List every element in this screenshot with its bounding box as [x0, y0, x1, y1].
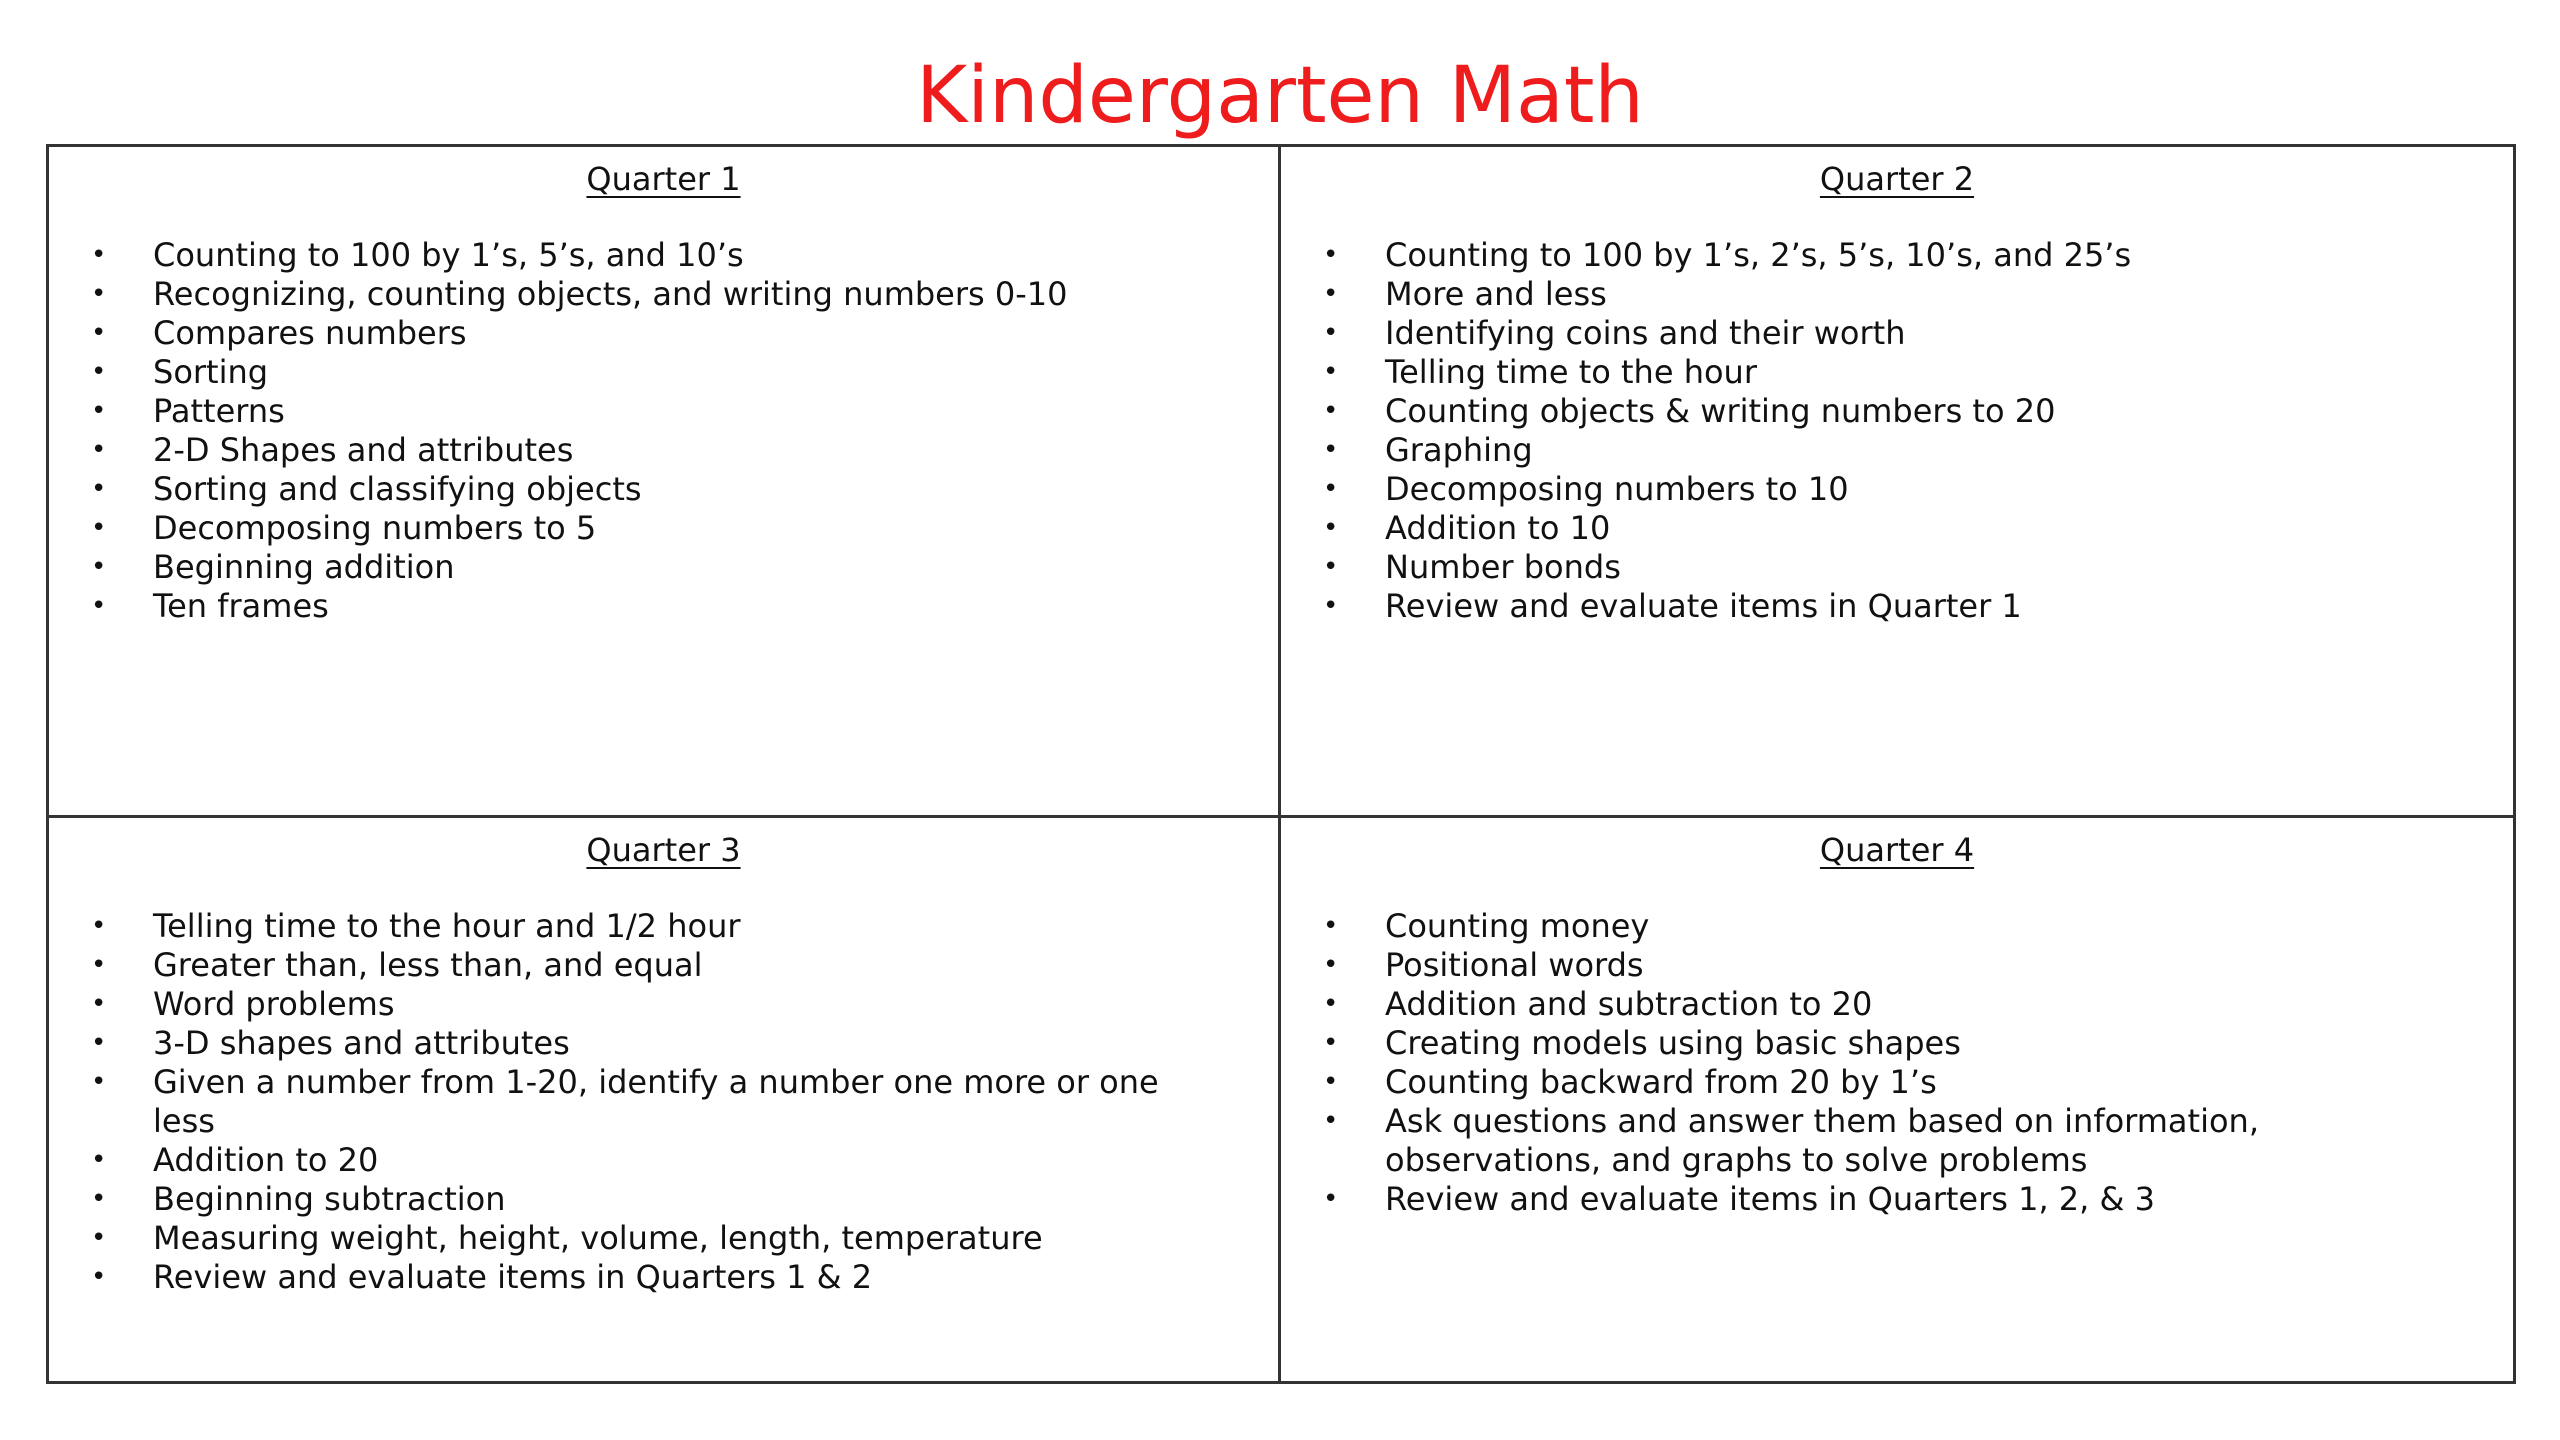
- list-item-text: Beginning subtraction: [153, 1180, 506, 1218]
- list-item-text: Telling time to the hour: [1385, 353, 1757, 391]
- list-item: [69, 1219, 1258, 1258]
- quarter-1-cell: [49, 147, 1281, 818]
- list-item-text: Addition to 20: [153, 1141, 379, 1179]
- list-item-text: Beginning addition: [153, 548, 455, 586]
- bullet-icon: •: [91, 474, 107, 504]
- list-item-text: Review and evaluate items in Quarter 1: [1385, 587, 2022, 625]
- list-item-text: Positional words: [1385, 946, 1644, 984]
- list-item: [1301, 1063, 2493, 1102]
- list-item: [69, 431, 1258, 470]
- bullet-icon: •: [1323, 950, 1339, 980]
- list-item-text: Ten frames: [153, 587, 329, 625]
- bullet-icon: •: [1323, 396, 1339, 426]
- list-item: [1301, 1102, 2493, 1180]
- list-item: [69, 587, 1258, 626]
- list-item-text: Given a number from 1-20, identify a number one more or one less: [153, 1063, 1159, 1140]
- list-item: [1301, 353, 2493, 392]
- bullet-icon: •: [1323, 240, 1339, 270]
- list-item: [1301, 314, 2493, 353]
- list-item-text: Counting backward from 20 by 1’s: [1385, 1063, 1937, 1101]
- quarter-3-cell: [49, 818, 1281, 1381]
- bullet-icon: •: [91, 1262, 107, 1292]
- list-item-text: Addition to 10: [1385, 509, 1611, 547]
- bullet-icon: •: [1323, 474, 1339, 504]
- quarter-3-list: [69, 907, 1258, 1297]
- list-item: [69, 907, 1258, 946]
- list-item: [69, 1141, 1258, 1180]
- list-item-text: Review and evaluate items in Quarters 1 & 2: [153, 1258, 873, 1296]
- bullet-icon: •: [1323, 1028, 1339, 1058]
- list-item-text: Decomposing numbers to 5: [153, 509, 597, 547]
- list-item-text: Addition and subtraction to 20: [1385, 985, 1873, 1023]
- list-item: [69, 548, 1258, 587]
- bullet-icon: •: [1323, 318, 1339, 348]
- list-item: [69, 392, 1258, 431]
- bullet-icon: •: [91, 318, 107, 348]
- bullet-icon: •: [91, 1028, 107, 1058]
- list-item-text: Greater than, less than, and equal: [153, 946, 703, 984]
- list-item-text: Sorting and classifying objects: [153, 470, 642, 508]
- list-item-text: Counting to 100 by 1’s, 2’s, 5’s, 10’s, and 25’s: [1385, 236, 2132, 274]
- bullet-icon: •: [91, 396, 107, 426]
- list-item: [1301, 587, 2493, 626]
- quarter-1-list: [69, 236, 1258, 626]
- list-item-text: Patterns: [153, 392, 285, 430]
- list-item-text: Creating models using basic shapes: [1385, 1024, 1961, 1062]
- list-item: [1301, 1180, 2493, 1219]
- list-item: [1301, 946, 2493, 985]
- bullet-icon: •: [91, 552, 107, 582]
- bullet-icon: •: [91, 989, 107, 1019]
- list-item-text: Telling time to the hour and 1/2 hour: [153, 907, 741, 945]
- bullet-icon: •: [1323, 1106, 1339, 1136]
- quarter-4-list: [1301, 907, 2493, 1219]
- bullet-icon: •: [91, 435, 107, 465]
- bullet-icon: •: [91, 591, 107, 621]
- list-item: [69, 509, 1258, 548]
- bullet-icon: •: [91, 357, 107, 387]
- list-item-text: Compares numbers: [153, 314, 467, 352]
- bullet-icon: •: [91, 279, 107, 309]
- list-item: [69, 275, 1258, 314]
- list-item-text: Sorting: [153, 353, 269, 391]
- list-item-text: Review and evaluate items in Quarters 1, 2, & 3: [1385, 1180, 2155, 1218]
- list-item: [1301, 236, 2493, 275]
- bullet-icon: •: [1323, 279, 1339, 309]
- list-item: [1301, 985, 2493, 1024]
- quarters-table: [46, 144, 2516, 1384]
- bullet-icon: •: [91, 513, 107, 543]
- list-item-text: 3-D shapes and attributes: [153, 1024, 570, 1062]
- list-item-text: Counting to 100 by 1’s, 5’s, and 10’s: [153, 236, 744, 274]
- bullet-icon: •: [91, 950, 107, 980]
- list-item: [1301, 275, 2493, 314]
- bullet-icon: •: [1323, 435, 1339, 465]
- list-item-text: More and less: [1385, 275, 1607, 313]
- list-item: [69, 470, 1258, 509]
- list-item: [1301, 470, 2493, 509]
- list-item-text: Graphing: [1385, 431, 1533, 469]
- list-item: [1301, 548, 2493, 587]
- quarter-3-heading: Quarter 3: [586, 831, 741, 869]
- list-item: [69, 1258, 1258, 1297]
- page-title: Kindergarten Math: [916, 51, 1644, 141]
- list-item: [1301, 431, 2493, 470]
- bullet-icon: •: [91, 1223, 107, 1253]
- list-item: [69, 314, 1258, 353]
- list-item-text: Number bonds: [1385, 548, 1621, 586]
- bullet-icon: •: [1323, 989, 1339, 1019]
- list-item: [69, 1180, 1258, 1219]
- list-item-text: Ask questions and answer them based on information, observations, and graphs to solve problems: [1385, 1102, 2259, 1179]
- list-item: [1301, 907, 2493, 946]
- list-item: [69, 985, 1258, 1024]
- quarter-2-list: [1301, 236, 2493, 626]
- quarter-4-heading: Quarter 4: [1819, 831, 1975, 869]
- list-item: [1301, 1024, 2493, 1063]
- list-item-text: Word problems: [153, 985, 395, 1023]
- list-item-text: Recognizing, counting objects, and writing numbers 0-10: [153, 275, 1068, 313]
- quarter-2-heading: Quarter 2: [1819, 160, 1975, 198]
- list-item-text: Counting objects & writing numbers to 20: [1385, 392, 2056, 430]
- list-item-text: Identifying coins and their worth: [1385, 314, 1906, 352]
- bullet-icon: •: [91, 911, 107, 941]
- bullet-icon: •: [91, 240, 107, 270]
- list-item: [1301, 392, 2493, 431]
- bullet-icon: •: [1323, 591, 1339, 621]
- bullet-icon: •: [91, 1184, 107, 1214]
- quarter-1-heading: Quarter 1: [586, 160, 741, 198]
- list-item-text: Decomposing numbers to 10: [1385, 470, 1849, 508]
- list-item: [69, 353, 1258, 392]
- list-item: [69, 236, 1258, 275]
- list-item: [69, 1063, 1258, 1141]
- bullet-icon: •: [1323, 513, 1339, 543]
- list-item-text: 2-D Shapes and attributes: [153, 431, 574, 469]
- bullet-icon: •: [91, 1145, 107, 1175]
- list-item: [1301, 509, 2493, 548]
- list-item: [69, 1024, 1258, 1063]
- bullet-icon: •: [1323, 1067, 1339, 1097]
- bullet-icon: •: [1323, 1184, 1339, 1214]
- bullet-icon: •: [91, 1067, 107, 1097]
- quarter-4-cell: [1281, 818, 2513, 1381]
- bullet-icon: •: [1323, 357, 1339, 387]
- list-item-text: Measuring weight, height, volume, length, temperature: [153, 1219, 1043, 1257]
- list-item: [69, 946, 1258, 985]
- bullet-icon: •: [1323, 552, 1339, 582]
- quarter-2-cell: [1281, 147, 2513, 818]
- bullet-icon: •: [1323, 911, 1339, 941]
- list-item-text: Counting money: [1385, 907, 1650, 945]
